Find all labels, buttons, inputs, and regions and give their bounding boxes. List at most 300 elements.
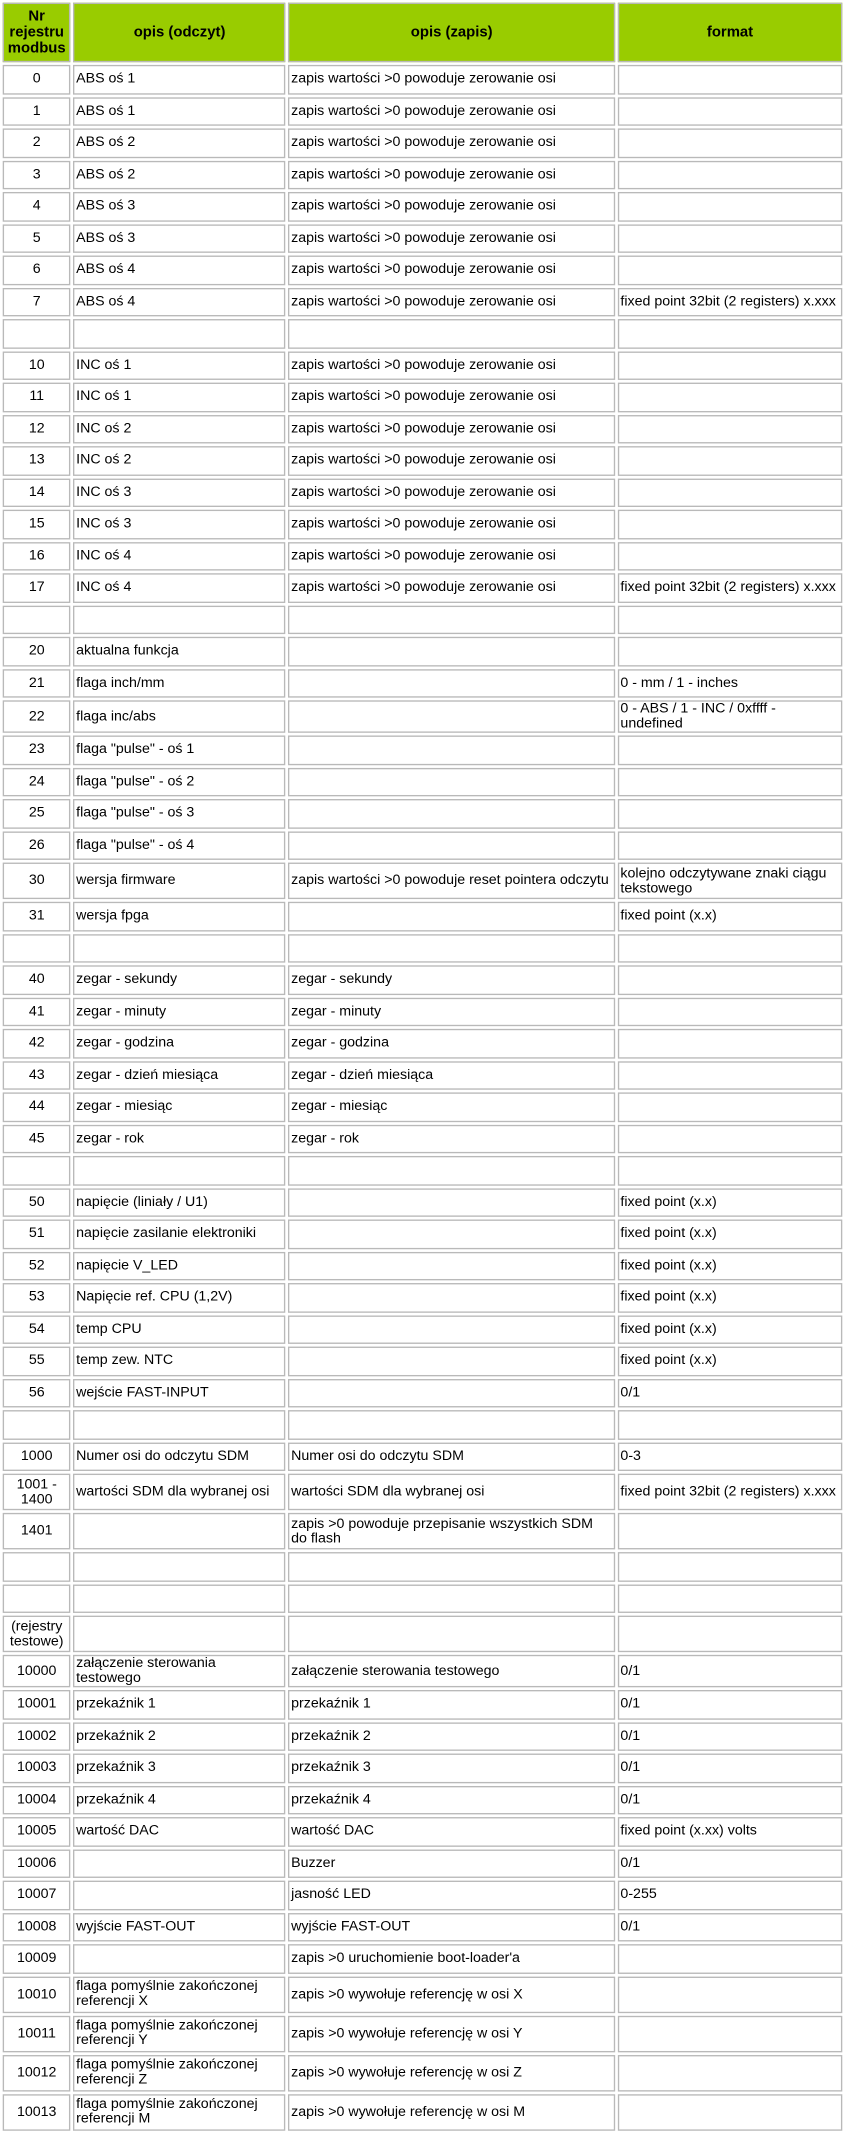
table-row <box>3 1849 843 1878</box>
read-description-cell: INC oś 4 <box>73 573 285 602</box>
read-description-cell: zegar - dzień miesiąca <box>73 1061 285 1090</box>
read-description-cell: wersja firmware <box>73 863 285 900</box>
header-row <box>3 3 843 62</box>
read-description-cell <box>73 319 285 348</box>
read-description-cell <box>73 1849 285 1878</box>
read-description-cell: ABS oś 1 <box>73 65 285 94</box>
read-description-cell: INC oś 3 <box>73 510 285 539</box>
table-row <box>3 997 843 1026</box>
write-description-cell: zapis >0 wywołuje referencję w osi Z <box>288 2054 615 2091</box>
write-description-cell <box>288 1410 615 1439</box>
register-number-cell: 51 <box>3 1220 71 1249</box>
table-row <box>3 1912 843 1941</box>
write-description-cell: zegar - dzień miesiąca <box>288 1061 615 1090</box>
write-description-cell: zapis wartości >0 powoduje zerowanie osi <box>288 65 615 94</box>
read-description-cell: ABS oś 1 <box>73 97 285 126</box>
register-number-cell: 45 <box>3 1124 71 1153</box>
table-row <box>3 128 843 157</box>
register-number-cell: 10004 <box>3 1785 71 1814</box>
table-row <box>3 767 843 796</box>
write-description-cell: wyjście FAST-OUT <box>288 1912 615 1941</box>
write-description-cell: zegar - rok <box>288 1124 615 1153</box>
register-number-cell: 20 <box>3 637 71 666</box>
read-description-cell <box>73 605 285 634</box>
format-cell <box>618 224 843 253</box>
read-description-cell <box>73 1513 285 1550</box>
register-number-cell: 10000 <box>3 1655 71 1687</box>
register-number-cell: 50 <box>3 1188 71 1217</box>
read-description-cell: wartości SDM dla wybranej osi <box>73 1474 285 1511</box>
write-description-cell: zapis wartości >0 powoduje zerowanie osi <box>288 414 615 443</box>
format-cell: fixed point 32bit (2 registers) x.xxx <box>618 287 843 316</box>
write-description-cell: zapis wartości >0 powoduje zerowanie osi <box>288 256 615 285</box>
table-row <box>3 160 843 189</box>
read-description-cell <box>73 1881 285 1910</box>
format-cell <box>618 1552 843 1581</box>
format-cell <box>618 256 843 285</box>
format-cell: fixed point (x.x) <box>618 1251 843 1280</box>
format-cell: 0-255 <box>618 1881 843 1910</box>
read-description-cell: napięcie (liniały / U1) <box>73 1188 285 1217</box>
read-description-cell <box>73 1410 285 1439</box>
write-description-cell: Buzzer <box>288 1849 615 1878</box>
write-description-cell <box>288 669 615 698</box>
table-row <box>3 831 843 860</box>
read-description-cell: ABS oś 3 <box>73 192 285 221</box>
read-description-cell <box>73 1584 285 1613</box>
table-row <box>3 446 843 475</box>
read-description-cell: zegar - minuty <box>73 997 285 1026</box>
format-cell: fixed point (x.x) <box>618 1347 843 1376</box>
table-row <box>3 735 843 764</box>
write-description-cell: zapis wartości >0 powoduje zerowanie osi <box>288 224 615 253</box>
read-description-cell: Napięcie ref. CPU (1,2V) <box>73 1283 285 1312</box>
register-number-cell: 15 <box>3 510 71 539</box>
table-row <box>3 1722 843 1751</box>
write-description-cell <box>288 831 615 860</box>
table-row <box>3 2094 843 2131</box>
format-cell <box>618 478 843 507</box>
register-number-cell: 10002 <box>3 1722 71 1751</box>
format-cell <box>618 605 843 634</box>
format-cell <box>618 1156 843 1185</box>
format-cell <box>618 1513 843 1550</box>
table-row <box>3 1944 843 1973</box>
register-number-cell: 56 <box>3 1378 71 1407</box>
format-cell <box>618 1124 843 1153</box>
read-description-cell: flaga pomyślnie zakończonej referencji Z <box>73 2054 285 2091</box>
read-description-cell: wartość DAC <box>73 1817 285 1846</box>
write-description-cell: zegar - godzina <box>288 1029 615 1058</box>
table-row <box>3 1817 843 1846</box>
register-number-cell <box>3 319 71 348</box>
table-body <box>3 65 843 2130</box>
format-cell <box>618 1029 843 1058</box>
read-description-cell: flaga pomyślnie zakończonej referencji M <box>73 2094 285 2131</box>
register-number-cell: 6 <box>3 256 71 285</box>
format-cell <box>618 2015 843 2052</box>
read-description-cell: flaga "pulse" - oś 2 <box>73 767 285 796</box>
read-description-cell: flaga pomyślnie zakończonej referencji X <box>73 1976 285 2013</box>
table-row <box>3 1378 843 1407</box>
read-description-cell: temp CPU <box>73 1315 285 1344</box>
read-description-cell: flaga "pulse" - oś 1 <box>73 735 285 764</box>
format-cell <box>618 767 843 796</box>
register-number-cell: 10001 <box>3 1690 71 1719</box>
format-cell <box>618 1616 843 1653</box>
table-row <box>3 863 843 900</box>
format-cell <box>618 965 843 994</box>
register-number-cell: 0 <box>3 65 71 94</box>
write-description-cell: zapis >0 wywołuje referencję w osi M <box>288 2094 615 2131</box>
table-row <box>3 2054 843 2091</box>
table-row <box>3 510 843 539</box>
write-description-cell <box>288 1188 615 1217</box>
format-cell: 0/1 <box>618 1722 843 1751</box>
write-description-cell: zapis wartości >0 powoduje zerowanie osi <box>288 446 615 475</box>
format-cell <box>618 510 843 539</box>
table-row <box>3 1410 843 1439</box>
register-number-cell: 17 <box>3 573 71 602</box>
table-row <box>3 1881 843 1910</box>
table-row <box>3 1690 843 1719</box>
table-row <box>3 1029 843 1058</box>
header-register-number: Nr rejestru modbus <box>3 3 71 62</box>
read-description-cell: INC oś 2 <box>73 414 285 443</box>
format-cell: fixed point (x.x) <box>618 1283 843 1312</box>
format-cell <box>618 637 843 666</box>
write-description-cell: zegar - sekundy <box>288 965 615 994</box>
register-number-cell: 10013 <box>3 2094 71 2131</box>
write-description-cell <box>288 1156 615 1185</box>
read-description-cell: Numer osi do odczytu SDM <box>73 1442 285 1471</box>
read-description-cell: flaga pomyślnie zakończonej referencji Y <box>73 2015 285 2052</box>
format-cell: 0/1 <box>618 1690 843 1719</box>
read-description-cell: aktualna funkcja <box>73 637 285 666</box>
register-number-cell: (rejestry testowe) <box>3 1616 71 1653</box>
read-description-cell: napięcie V_LED <box>73 1251 285 1280</box>
register-number-cell: 40 <box>3 965 71 994</box>
table-row <box>3 1616 843 1653</box>
table-row <box>3 700 843 732</box>
read-description-cell <box>73 1156 285 1185</box>
write-description-cell: zegar - minuty <box>288 997 615 1026</box>
format-cell <box>618 541 843 570</box>
format-cell <box>618 1092 843 1121</box>
table-row <box>3 541 843 570</box>
register-number-cell: 10008 <box>3 1912 71 1941</box>
write-description-cell <box>288 1616 615 1653</box>
register-number-cell: 11 <box>3 383 71 412</box>
read-description-cell: ABS oś 2 <box>73 128 285 157</box>
format-cell: 0/1 <box>618 1754 843 1783</box>
read-description-cell: wyjście FAST-OUT <box>73 1912 285 1941</box>
read-description-cell: flaga "pulse" - oś 4 <box>73 831 285 860</box>
write-description-cell: zapis >0 powoduje przepisanie wszystkich SDM do flash <box>288 1513 615 1550</box>
write-description-cell: przekaźnik 2 <box>288 1722 615 1751</box>
format-cell: fixed point (x.x) <box>618 1188 843 1217</box>
read-description-cell: zegar - miesiąc <box>73 1092 285 1121</box>
register-number-cell: 10006 <box>3 1849 71 1878</box>
table-row <box>3 573 843 602</box>
read-description-cell: załączenie sterowania testowego <box>73 1655 285 1687</box>
read-description-cell: zegar - godzina <box>73 1029 285 1058</box>
register-number-cell: 5 <box>3 224 71 253</box>
write-description-cell <box>288 319 615 348</box>
table-row <box>3 1513 843 1550</box>
format-cell <box>618 1944 843 1973</box>
register-number-cell: 10012 <box>3 2054 71 2091</box>
write-description-cell: zapis wartości >0 powoduje zerowanie osi <box>288 97 615 126</box>
write-description-cell: zegar - miesiąc <box>288 1092 615 1121</box>
write-description-cell: przekaźnik 4 <box>288 1785 615 1814</box>
write-description-cell: zapis wartości >0 powoduje zerowanie osi <box>288 351 615 380</box>
table-row <box>3 1754 843 1783</box>
register-number-cell: 16 <box>3 541 71 570</box>
register-number-cell: 54 <box>3 1315 71 1344</box>
write-description-cell: zapis wartości >0 powoduje reset pointera odczytu <box>288 863 615 900</box>
format-cell: fixed point (x.x) <box>618 902 843 931</box>
read-description-cell: przekaźnik 1 <box>73 1690 285 1719</box>
register-number-cell: 12 <box>3 414 71 443</box>
write-description-cell: załączenie sterowania testowego <box>288 1655 615 1687</box>
read-description-cell <box>73 1552 285 1581</box>
register-number-cell: 10 <box>3 351 71 380</box>
register-number-cell: 10009 <box>3 1944 71 1973</box>
read-description-cell: INC oś 1 <box>73 351 285 380</box>
format-cell <box>618 934 843 963</box>
table-row <box>3 351 843 380</box>
register-number-cell: 10003 <box>3 1754 71 1783</box>
register-number-cell: 42 <box>3 1029 71 1058</box>
table-row <box>3 1347 843 1376</box>
format-cell: fixed point 32bit (2 registers) x.xxx <box>618 1474 843 1511</box>
format-cell <box>618 160 843 189</box>
header-write-description: opis (zapis) <box>288 3 615 62</box>
table-row <box>3 1188 843 1217</box>
register-number-cell: 52 <box>3 1251 71 1280</box>
format-cell <box>618 799 843 828</box>
format-cell: 0 - mm / 1 - inches <box>618 669 843 698</box>
format-cell: fixed point (x.x) <box>618 1315 843 1344</box>
table-row <box>3 2015 843 2052</box>
table-row <box>3 1124 843 1153</box>
write-description-cell: zapis >0 uruchomienie boot-loader'a <box>288 1944 615 1973</box>
format-cell <box>618 1976 843 2013</box>
format-cell: kolejno odczytywane znaki ciągu tekstowego <box>618 863 843 900</box>
write-description-cell: zapis wartości >0 powoduje zerowanie osi <box>288 573 615 602</box>
write-description-cell: zapis wartości >0 powoduje zerowanie osi <box>288 541 615 570</box>
format-cell: fixed point 32bit (2 registers) x.xxx <box>618 573 843 602</box>
table-row <box>3 637 843 666</box>
register-number-cell: 14 <box>3 478 71 507</box>
read-description-cell: INC oś 3 <box>73 478 285 507</box>
write-description-cell: zapis >0 wywołuje referencję w osi Y <box>288 2015 615 2052</box>
write-description-cell <box>288 1220 615 1249</box>
write-description-cell <box>288 1584 615 1613</box>
table-row <box>3 414 843 443</box>
register-number-cell: 7 <box>3 287 71 316</box>
register-number-cell: 1401 <box>3 1513 71 1550</box>
register-number-cell: 10011 <box>3 2015 71 2052</box>
format-cell <box>618 128 843 157</box>
read-description-cell: przekaźnik 3 <box>73 1754 285 1783</box>
read-description-cell: zegar - sekundy <box>73 965 285 994</box>
table-row <box>3 934 843 963</box>
table-row <box>3 224 843 253</box>
table-row <box>3 1552 843 1581</box>
write-description-cell: wartość DAC <box>288 1817 615 1846</box>
register-number-cell: 1 <box>3 97 71 126</box>
table-row <box>3 192 843 221</box>
table-row <box>3 1092 843 1121</box>
register-number-cell <box>3 605 71 634</box>
read-description-cell: ABS oś 2 <box>73 160 285 189</box>
write-description-cell: zapis wartości >0 powoduje zerowanie osi <box>288 128 615 157</box>
register-number-cell <box>3 1410 71 1439</box>
format-cell: fixed point (x.x) <box>618 1220 843 1249</box>
format-cell <box>618 446 843 475</box>
table-row <box>3 383 843 412</box>
write-description-cell <box>288 902 615 931</box>
table-row <box>3 256 843 285</box>
write-description-cell <box>288 1251 615 1280</box>
register-number-cell <box>3 934 71 963</box>
table-row <box>3 1655 843 1687</box>
read-description-cell: INC oś 2 <box>73 446 285 475</box>
write-description-cell <box>288 700 615 732</box>
table-row <box>3 65 843 94</box>
write-description-cell: zapis wartości >0 powoduje zerowanie osi <box>288 287 615 316</box>
table-row <box>3 1283 843 1312</box>
read-description-cell: napięcie zasilanie elektroniki <box>73 1220 285 1249</box>
write-description-cell: zapis wartości >0 powoduje zerowanie osi <box>288 192 615 221</box>
table-row <box>3 97 843 126</box>
write-description-cell: przekaźnik 1 <box>288 1690 615 1719</box>
register-number-cell: 2 <box>3 128 71 157</box>
table-row <box>3 1220 843 1249</box>
write-description-cell <box>288 767 615 796</box>
table-row <box>3 1474 843 1511</box>
format-cell <box>618 1584 843 1613</box>
format-cell <box>618 831 843 860</box>
header-format: format <box>618 3 843 62</box>
format-cell <box>618 735 843 764</box>
table-row <box>3 1156 843 1185</box>
table-row <box>3 1976 843 2013</box>
register-number-cell: 13 <box>3 446 71 475</box>
read-description-cell: zegar - rok <box>73 1124 285 1153</box>
table-row <box>3 1315 843 1344</box>
write-description-cell <box>288 1347 615 1376</box>
format-cell <box>618 319 843 348</box>
format-cell: 0/1 <box>618 1378 843 1407</box>
format-cell <box>618 65 843 94</box>
register-number-cell: 3 <box>3 160 71 189</box>
write-description-cell <box>288 799 615 828</box>
read-description-cell: INC oś 1 <box>73 383 285 412</box>
format-cell <box>618 997 843 1026</box>
format-cell <box>618 97 843 126</box>
read-description-cell: flaga "pulse" - oś 3 <box>73 799 285 828</box>
register-number-cell: 24 <box>3 767 71 796</box>
read-description-cell: wejście FAST-INPUT <box>73 1378 285 1407</box>
write-description-cell: przekaźnik 3 <box>288 1754 615 1783</box>
read-description-cell <box>73 1616 285 1653</box>
write-description-cell: zapis wartości >0 powoduje zerowanie osi <box>288 478 615 507</box>
write-description-cell <box>288 1283 615 1312</box>
read-description-cell <box>73 934 285 963</box>
write-description-cell <box>288 605 615 634</box>
write-description-cell <box>288 1552 615 1581</box>
register-number-cell: 26 <box>3 831 71 860</box>
table-row <box>3 669 843 698</box>
register-number-cell: 43 <box>3 1061 71 1090</box>
register-number-cell: 30 <box>3 863 71 900</box>
write-description-cell: zapis wartości >0 powoduje zerowanie osi <box>288 510 615 539</box>
format-cell <box>618 414 843 443</box>
write-description-cell: zapis wartości >0 powoduje zerowanie osi <box>288 383 615 412</box>
table-row <box>3 799 843 828</box>
read-description-cell: przekaźnik 4 <box>73 1785 285 1814</box>
register-number-cell: 10010 <box>3 1976 71 2013</box>
table-row <box>3 478 843 507</box>
register-number-cell: 1000 <box>3 1442 71 1471</box>
format-cell: 0-3 <box>618 1442 843 1471</box>
register-number-cell: 41 <box>3 997 71 1026</box>
register-number-cell: 31 <box>3 902 71 931</box>
register-number-cell: 10005 <box>3 1817 71 1846</box>
read-description-cell: przekaźnik 2 <box>73 1722 285 1751</box>
register-number-cell: 25 <box>3 799 71 828</box>
format-cell: 0/1 <box>618 1655 843 1687</box>
format-cell: 0/1 <box>618 1849 843 1878</box>
register-number-cell: 55 <box>3 1347 71 1376</box>
read-description-cell: INC oś 4 <box>73 541 285 570</box>
write-description-cell <box>288 1378 615 1407</box>
table-row <box>3 965 843 994</box>
table-row <box>3 1442 843 1471</box>
write-description-cell <box>288 735 615 764</box>
read-description-cell: flaga inch/mm <box>73 669 285 698</box>
write-description-cell: zapis wartości >0 powoduje zerowanie osi <box>288 160 615 189</box>
format-cell: 0/1 <box>618 1912 843 1941</box>
write-description-cell <box>288 934 615 963</box>
table-row <box>3 287 843 316</box>
register-number-cell: 10007 <box>3 1881 71 1910</box>
write-description-cell <box>288 637 615 666</box>
register-number-cell: 44 <box>3 1092 71 1121</box>
format-cell <box>618 2094 843 2131</box>
write-description-cell <box>288 1315 615 1344</box>
read-description-cell: temp zew. NTC <box>73 1347 285 1376</box>
table-row <box>3 1251 843 1280</box>
table-row <box>3 1584 843 1613</box>
register-number-cell <box>3 1156 71 1185</box>
read-description-cell <box>73 1944 285 1973</box>
format-cell <box>618 2054 843 2091</box>
register-number-cell <box>3 1584 71 1613</box>
write-description-cell: jasność LED <box>288 1881 615 1910</box>
register-number-cell: 53 <box>3 1283 71 1312</box>
register-number-cell: 21 <box>3 669 71 698</box>
register-number-cell: 4 <box>3 192 71 221</box>
register-number-cell: 1001 - 1400 <box>3 1474 71 1511</box>
write-description-cell: Numer osi do odczytu SDM <box>288 1442 615 1471</box>
header-read-description: opis (odczyt) <box>73 3 285 62</box>
register-number-cell: 22 <box>3 700 71 732</box>
read-description-cell: wersja fpga <box>73 902 285 931</box>
